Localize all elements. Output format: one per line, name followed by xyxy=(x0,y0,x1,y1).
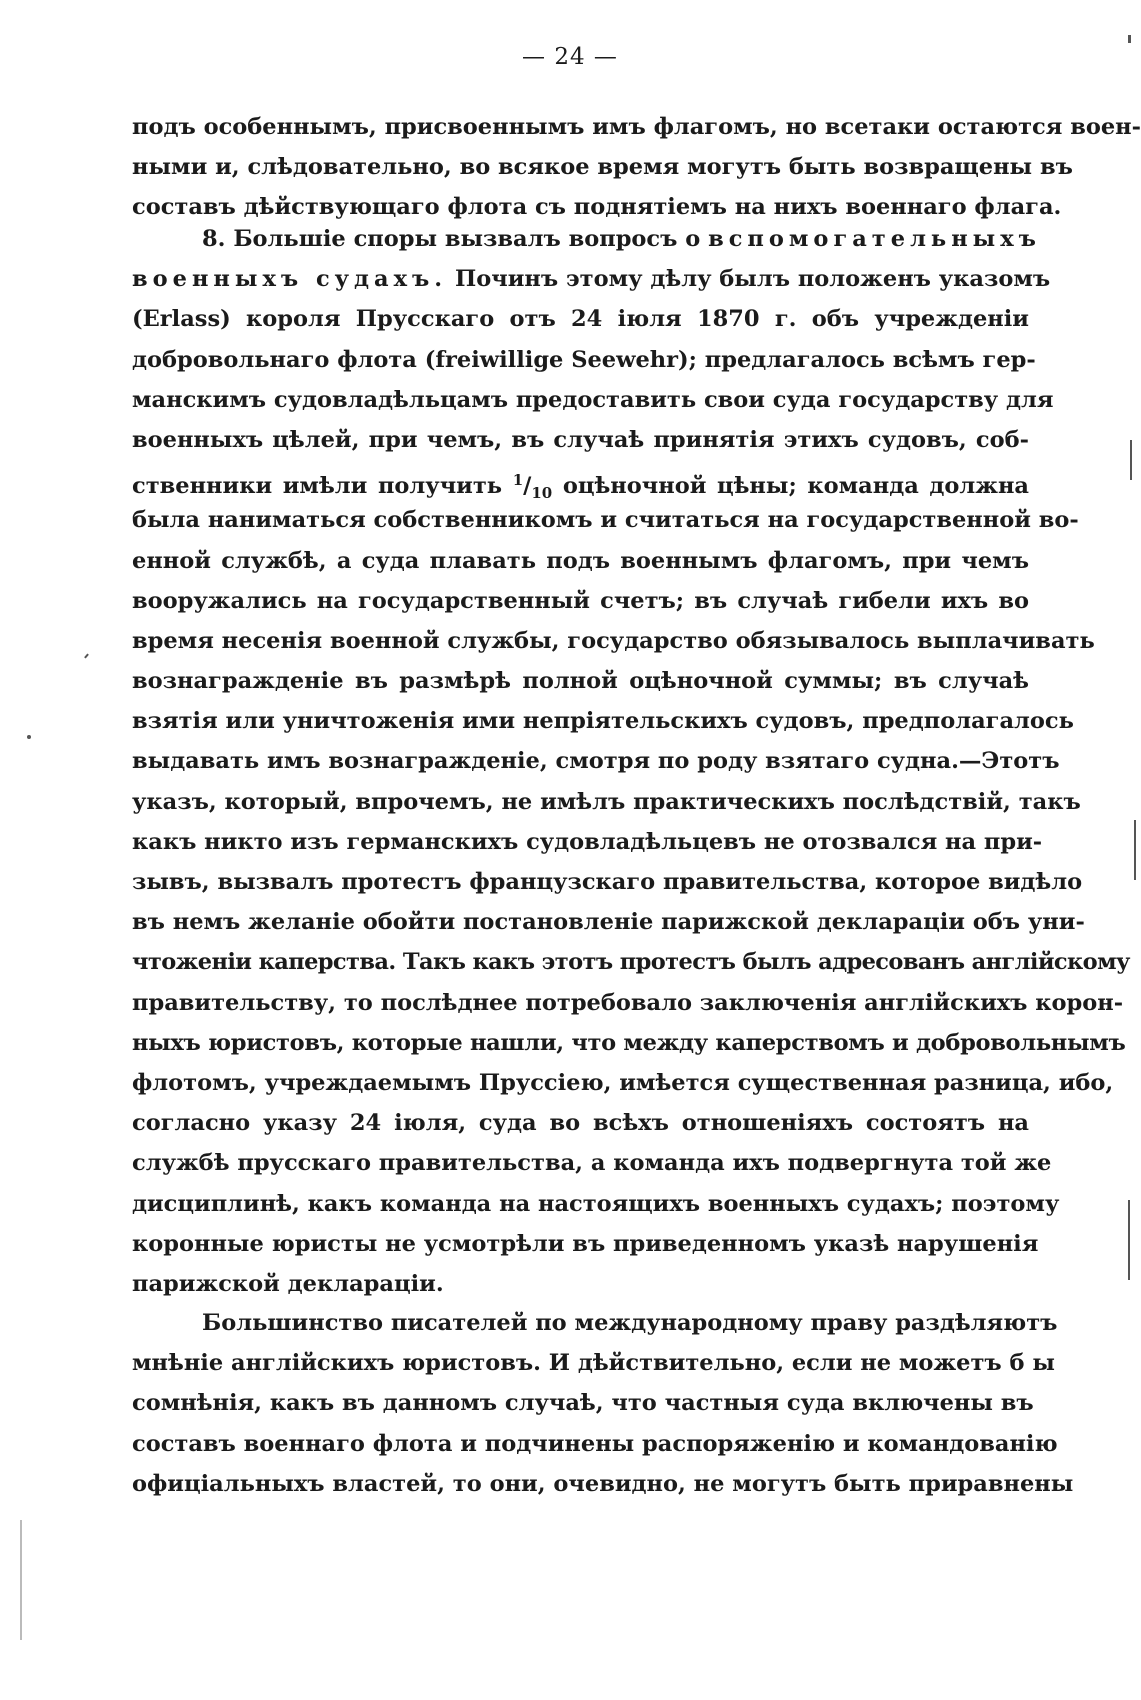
scan-mark xyxy=(1130,440,1132,480)
text-line: ными и, слѣдовательно, во всякое время могутъ быть возвращены въ xyxy=(132,154,1073,181)
text-line: время несенія военной службы, государство обязывалось выплачивать xyxy=(132,627,1095,654)
text-line: службѣ прусскаго правительства, а команда ихъ подвергнута той же xyxy=(132,1150,1052,1177)
text-line: (Erlass) короля Прусскаго отъ 24 іюля 1870 г. объ учрежденіи xyxy=(132,306,1029,333)
text-span: оцѣночной цѣны; команда должна xyxy=(562,473,1030,500)
text-line: офиціальныхъ властей, то они, очевидно, не могутъ быть приравнены xyxy=(132,1470,1074,1497)
text-span: Починъ этому дѣлу былъ положенъ указомъ xyxy=(454,266,1051,293)
scan-mark xyxy=(20,1520,22,1640)
text-line: была наниматься собственникомъ и считаться на государственной во- xyxy=(132,507,1079,534)
text-line: военныхъ цѣлей, при чемъ, въ случаѣ принятія этихъ судовъ, соб- xyxy=(132,426,1029,453)
text-line xyxy=(132,259,1051,299)
text-line xyxy=(132,460,1030,503)
text-line: дисциплинѣ, какъ команда на настоящихъ военныхъ судахъ; поэтому xyxy=(132,1190,1060,1217)
text-line: ныхъ юристовъ, которые нашли, что между каперствомъ и добровольнымъ xyxy=(132,1029,1126,1056)
text-line: флотомъ, учреждаемымъ Пруссіею, имѣется существенная разница, ибо, xyxy=(132,1069,1114,1096)
text-line: парижской деклараціи. xyxy=(132,1270,444,1297)
text-line: коронные юристы не усмотрѣли въ приведенномъ указѣ нарушенія xyxy=(132,1230,1039,1257)
text-line: чтоженіи каперства. Такъ какъ этотъ протестъ былъ адресованъ англійскому xyxy=(132,949,1130,976)
text-line xyxy=(132,219,1041,259)
text-line: какъ никто изъ германскихъ судовладѣльцевъ не отозвался на при- xyxy=(132,828,1043,855)
text-line: составъ военнаго флота и подчинены распоряженію и командованію xyxy=(132,1430,1058,1457)
text-line: зывъ, вызвалъ протестъ французскаго правительства, которое видѣло xyxy=(132,869,1083,895)
text-line: Большинство писателей по международному праву раздѣляютъ xyxy=(202,1310,1058,1336)
text-line: вооружались на государственный счетъ; въ случаѣ гибели ихъ во xyxy=(132,587,1029,614)
fraction-slash: / xyxy=(523,473,532,500)
text-line: манскимъ судовладѣльцамъ предоставить свои суда государству для xyxy=(132,386,1054,413)
text-line: добровольнаго флота (freiwillige Seewehr); предлагалось всѣмъ гер- xyxy=(132,346,1036,373)
scan-mark xyxy=(84,653,89,658)
scan-mark xyxy=(27,735,31,739)
page-number: — 24 — xyxy=(522,44,618,70)
paragraph-opinions xyxy=(132,1303,1074,1504)
paragraph-continuation xyxy=(132,107,1141,228)
spaced-term: военныхъ судахъ. xyxy=(132,266,448,293)
text-line: сомнѣнія, какъ въ данномъ случаѣ, что частныя суда включены въ xyxy=(132,1390,1034,1417)
text-line: мнѣніе англійскихъ юристовъ. И дѣйствительно, если не можетъ б ы xyxy=(132,1350,1055,1377)
text-line: согласно указу 24 іюля, суда во всѣхъ отношеніяхъ состоятъ на xyxy=(132,1110,1029,1137)
paragraph-section-8 xyxy=(132,219,1130,1304)
scan-mark xyxy=(1128,1200,1130,1280)
text-span: ственники имѣли получить xyxy=(132,473,503,500)
text-line: правительству, то послѣднее потребовало заключенія англійскихъ корон- xyxy=(132,989,1124,1016)
text-line: указъ, который, впрочемъ, не имѣлъ практическихъ послѣдствій, такъ xyxy=(132,788,1081,815)
text-line: подъ особеннымъ, присвоеннымъ имъ флагомъ, но всетаки остаются воен- xyxy=(132,114,1141,140)
fraction xyxy=(512,471,553,503)
scan-mark xyxy=(1128,35,1131,43)
text-line: въ немъ желаніе обойти постановленіе парижской деклараціи объ уни- xyxy=(132,909,1085,936)
scan-mark xyxy=(1134,820,1136,880)
text-line: енной службѣ, а суда плавать подъ военнымъ флагомъ, при чемъ xyxy=(132,547,1029,574)
text-line: выдавать имъ вознагражденіе, смотря по роду взятаго судна.—Этотъ xyxy=(132,748,1060,775)
text-line: взятія или уничтоженія ими непріятельскихъ судовъ, предполагалось xyxy=(132,708,1074,735)
section-8-intro: 8. Большіе споры вызвалъ вопросъ о xyxy=(202,226,701,252)
text-line: составъ дѣйствующаго флота съ поднятіемъ на нихъ военнаго флага. xyxy=(132,194,1062,221)
fraction-numerator: 1 xyxy=(512,471,524,490)
spaced-term: вспомогательныхъ xyxy=(708,226,1041,252)
text-line: вознагражденіе въ размѣрѣ полной оцѣночной суммы; въ случаѣ xyxy=(132,668,1029,695)
fraction-denominator: 10 xyxy=(531,484,553,503)
